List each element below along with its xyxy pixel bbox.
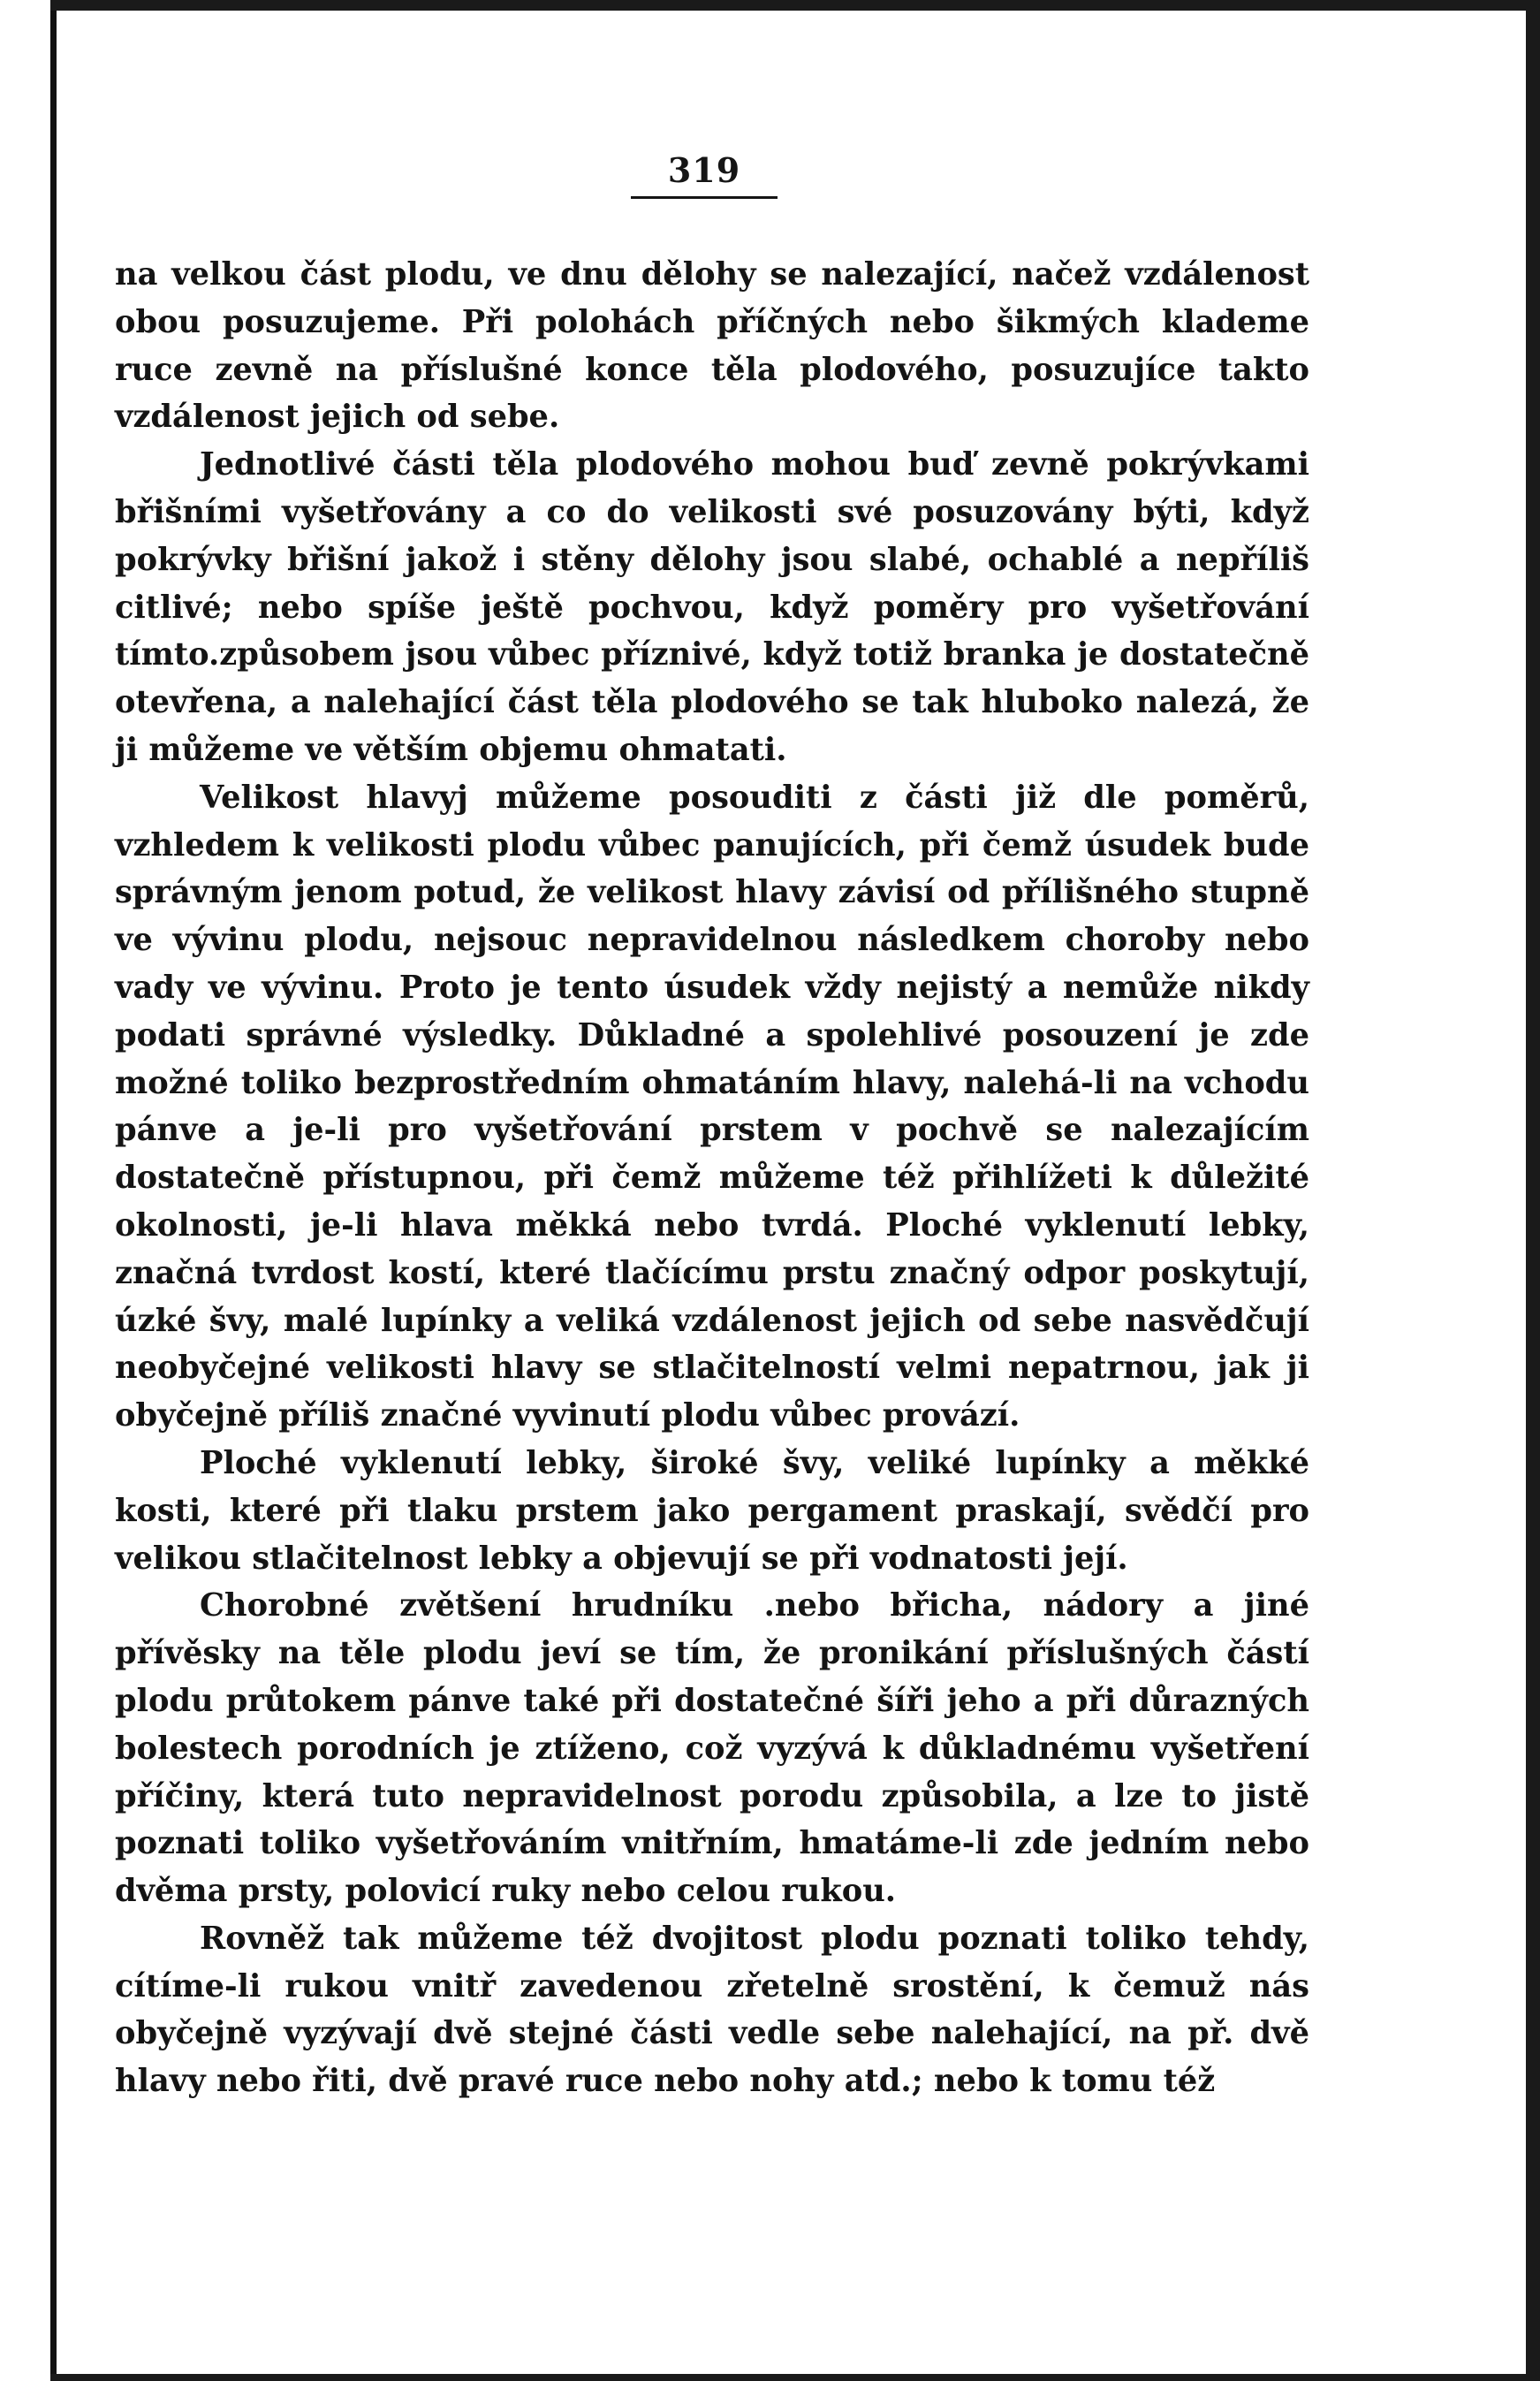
page-number-underline [631,196,778,199]
paragraph-5: Chorobné zvětšení hrudníku .nebo břicha, nádory a jiné přívěsky na těle plodu jeví se tím, že pronikání příslušných částí plodu průtokem pánve také při dostatečné šíři jeho a při důrazných bolestech porodních je ztíženo, což vyzývá k důkladnému vyšetření příčiny, která tuto nepravidelnost porodu způsobila, a lze to jistě poznati toliko vyšetřováním vnitřním, hmatáme-li zde jedním nebo dvěma prsty, polovicí ruky nebo celou rukou. [115,1587,1309,1910]
paragraph-6: Rovněž tak můžeme též dvojitost plodu poznati toliko tehdy, cítíme-li rukou vnitř zavedenou zřetelně srostění, k čemuž nás obyčejně vyzývají dvě stejné části vedle sebe nalehající, na př. dvě hlavy nebo řiti, dvě pravé ruce nebo nohy atd.; nebo k tomu též [115,1920,1309,2100]
scan-top-edge [50,0,1540,11]
scan-right-edge [1526,0,1540,2381]
paragraph-3: Velikost hlavyj můžeme posouditi z části již dle poměrů, vzhledem k velikosti plodu vůbec panujících, při čemž úsudek bude správným jenom potud, že velikost hlavy závisí od přílišného stupně ve vývinu plodu, nejsouc nepravidelnou následkem choroby nebo vady ve vývinu. Proto je tento úsudek vždy nejistý a nemůže nikdy podati správné výsledky. Důkladné a spolehlivé posouzení je zde možné toliko bezprostředním ohmatáním hlavy, nalehá-li na vchodu pánve a je-li pro vyšetřování prstem v pochvě se nalezajícím dostatečně přístupnou, při čemž můžeme též přihlížeti k důležité okolnosti, je-li hlava měkká nebo tvrdá. Ploché vyklenutí lebky, značná tvrdost kostí, které tlačícímu prstu značný odpor poskytují, úzké švy, malé lupínky a veliká vzdálenost jejich od sebe nasvědčují neobyčejné velikosti hlavy se stlačitelností velmi nepatrnou, jak ji obyčejně příliš značné vyvinutí plodu vůbec provází. [115,779,1309,1434]
paragraph-1: na velkou část plodu, ve dnu dělohy se nalezající, načež vzdálenost obou posuzujeme. Při polohách příčných nebo šikmých klademe ruce zevně na příslušné konce těla plodového, posuzujíce takto vzdálenost jejich od sebe. [115,256,1309,436]
paragraph-2: Jednotlivé části těla plodového mohou buď zevně pokrývkami břišními vyšetřovány a co do velikosti své posuzovány býti, když pokrývky břišní jakož i stěny dělohy jsou slabé, ochablé a nepříliš citlivé; nebo spíše ještě pochvou, když poměry pro vyšetřování tímto.způsobem jsou vůbec příznivé, když totiž branka je dostatečně otevřena, a nalehající část těla plodového se tak hluboko nalezá, že ji můžeme ve větším objemu ohmatati. [115,446,1309,768]
page-number: 319 [667,150,741,190]
body-text [115,251,1309,2105]
scan-bottom-edge [50,2374,1540,2381]
paragraph-4: Ploché vyklenutí lebky, široké švy, veliké lupínky a měkké kosti, které při tlaku prstem jako pergament praskají, svědčí pro velikou stlačitelnost lebky a objevují se při vodnatosti její. [115,1444,1309,1577]
scan-left-margin [0,0,57,2381]
